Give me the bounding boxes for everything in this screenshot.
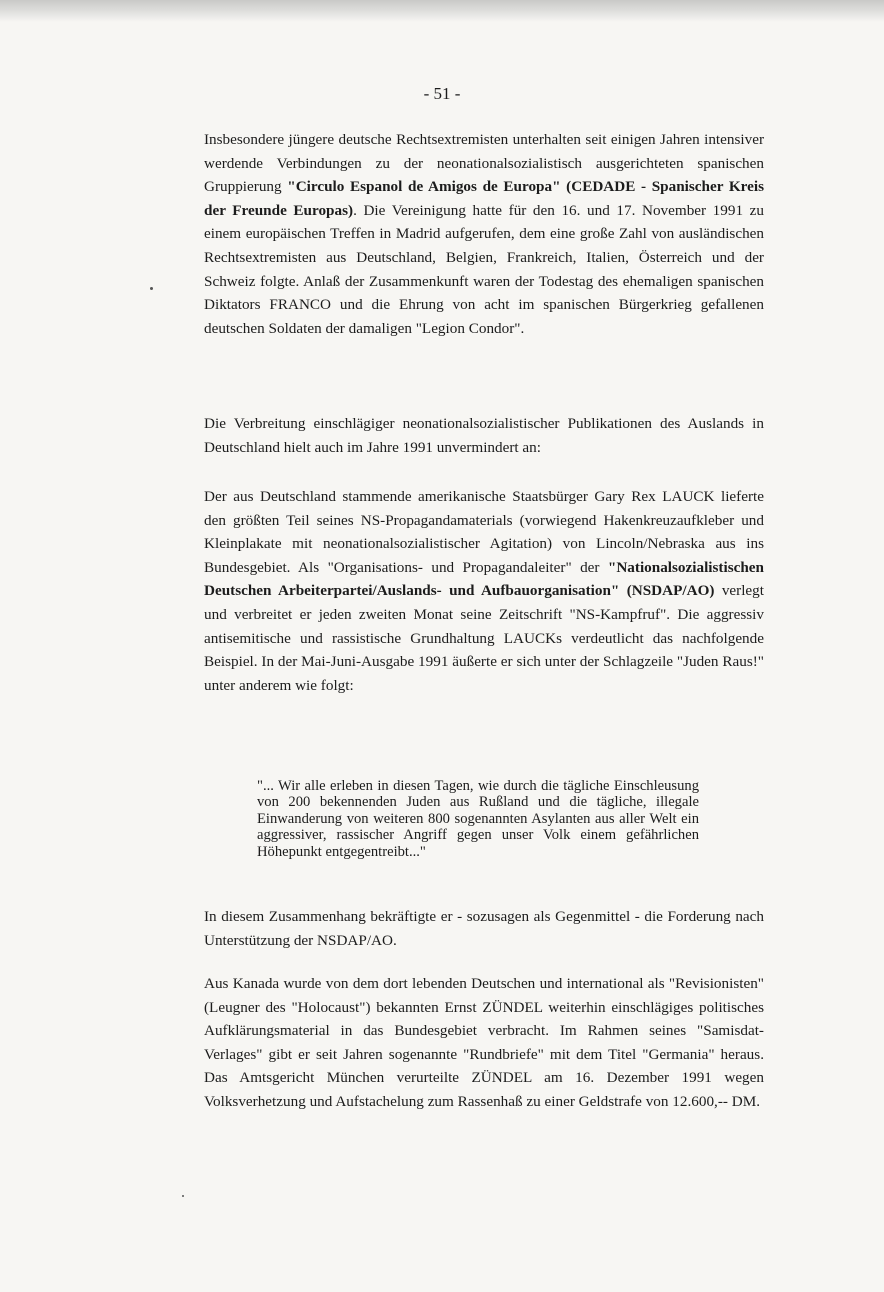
organization-name-cedade: "Circulo Espanol de Amigos de Europa" (CEDADE - Spanischer Kreis der Freunde Europas): [204, 178, 764, 219]
paragraph-text: verlegt und verbreitet er jeden zweiten Monat seine Zeitschrift "NS-Kampfruf". Die aggressiv antisemitische und rassistische Grundhaltung LAUCKs verdeutlicht das nachfolgende Beispiel. In der Mai-Juni-Ausgabe 1991 äußerte er sich unter der Schlagzeile "Juden Raus!" unter anderem wie folgt:: [204, 582, 764, 694]
paragraph-publications: Die Verbreitung einschlägiger neonationalsozialistischer Publikationen des Auslands in Deutschland hielt auch im Jahre 1991 unvermindert an:: [204, 415, 764, 456]
paragraph-context: In diesem Zusammenhang bekräftigte er - sozusagen als Gegenmittel - die Forderung nach Unterstützung der NSDAP/AO.: [204, 908, 764, 949]
scan-speck: [182, 1195, 184, 1197]
block-quote: "... Wir alle erleben in diesen Tagen, wie durch die tägliche Einschleusung von 200 bekennenden Juden aus Rußland und die tägliche, illegale Einwanderung von weiteren 800 sogenannten Asylanten aus aller Welt ein aggressiver, rassischer Angriff gegen unser Volk einem gefährlichen Höhepunkt entgegentreibt...": [257, 778, 699, 860]
paragraph-text: Der aus Deutschland stammende amerikanische Staatsbürger Gary Rex LAUCK lieferte den größten Teil seines NS-Propagandamaterials (vorwiegend Hakenkreuzaufkleber und Kleinplakate mit neonationalsozialistischer Agitation) von Lincoln/Nebraska aus ins Bundesgebiet. Als "Organisations- und Propagandaleiter" der: [204, 488, 764, 576]
paragraph-lauck: [204, 485, 764, 697]
scan-speck: [150, 287, 153, 290]
paragraph-cedade: [204, 128, 764, 340]
scan-top-shadow: [0, 0, 884, 22]
organization-name-nsdap-ao: "Nationalsozialistischen Deutschen Arbeiterpartei/Auslands- und Aufbauorganisation" (NSDAP/AO): [204, 558, 764, 600]
paragraph-zuendel: Aus Kanada wurde von dem dort lebenden Deutschen und international als "Revisionisten" (Leugner des "Holocaust") bekannten Ernst ZÜNDEL weiterhin einschlägiges politisches Aufklärungsmaterial in das Bundesgebiet verbracht. Im Rahmen seines "Samisdat-Verlages" gibt er seit Jahren sogenannte "Rundbriefe" mit dem Titel "Germania" heraus. Das Amtsgericht München verurteilte ZÜNDEL am 16. Dezember 1991 wegen Volksverhetzung und Aufstachelung zum Rassenhaß zu einer Geldstrafe von 12.600,-- DM.: [204, 975, 764, 1110]
page-number: - 51 -: [423, 84, 461, 103]
paragraph-text: . Die Vereinigung hatte für den 16. und 17. November 1991 zu einem europäischen Treffen in Madrid aufgerufen, dem eine große Zahl von ausländischen Rechtsextremisten aus Deutschland, Belgien, Frankreich, Italien, Österreich und der Schweiz folgte. Anlaß der Zusammenkunft waren der Todestag des ehemaligen spanischen Diktators FRANCO und die Ehrung von acht im spanischen Bürgerkrieg gefallenen deutschen Soldaten der damaligen "Legion Condor".: [204, 201, 764, 337]
paragraph-text: Insbesondere jüngere deutsche Rechtsextremisten unterhalten seit einigen Jahren intensiver werdende Verbindungen zu der neonationalsozialistisch ausgerichteten spanischen Gruppierung: [204, 131, 764, 196]
